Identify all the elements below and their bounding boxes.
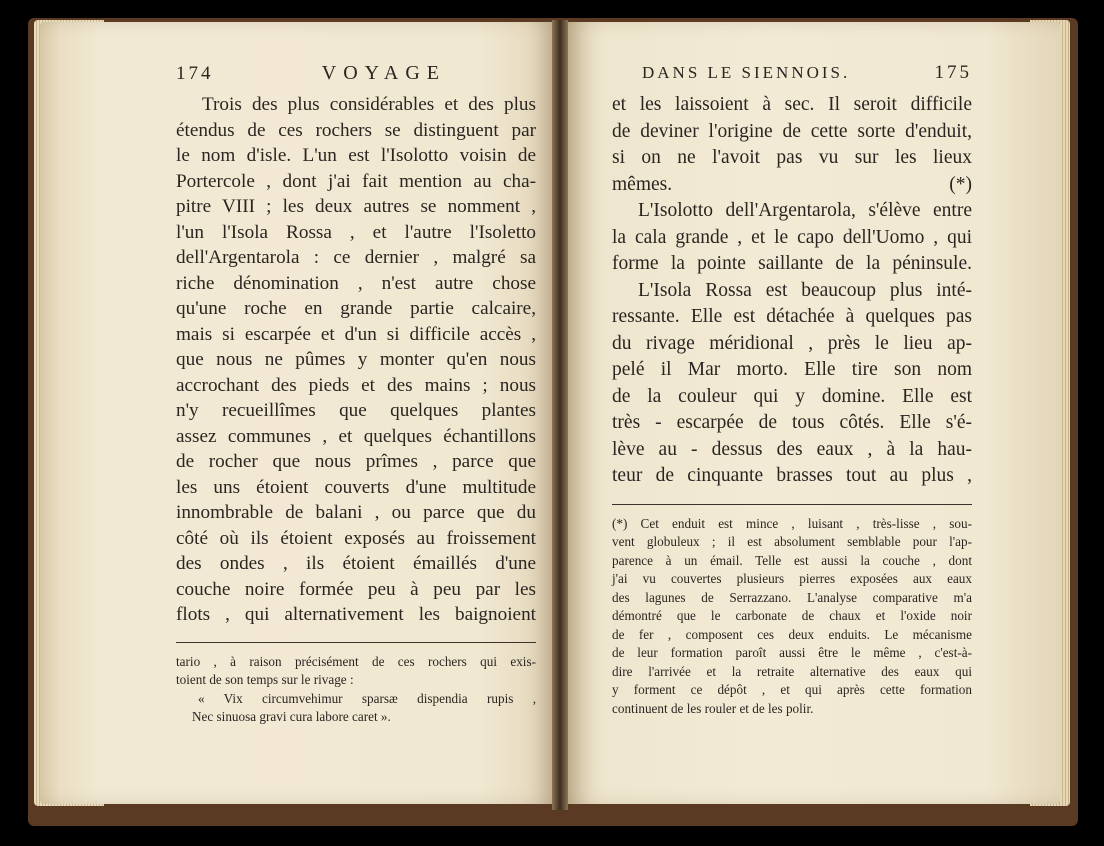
running-head: DANS LE SIENNOIS. [642, 63, 851, 82]
footnote-line: de fer , composent ces deux enduits. Le mécanisme [612, 626, 972, 642]
footnote-line: parence à un émail. Telle est aussi la couche , dont [612, 552, 972, 568]
footnote-line: y forment ce dépôt , et qui après cette formation [612, 682, 972, 697]
text-line: des ondes , ils étoient émaillés d'une [176, 553, 536, 574]
footnote-line: Nec sinuosa gravi cura labore caret ». [192, 709, 391, 724]
footnote-line: tario , à raison précisément de ces rochers qui exis- [176, 653, 536, 669]
text-line: très - escarpée de tous côtés. Elle s'é- [612, 412, 972, 433]
text-line: Portercole , dont j'ai fait mention au cha- [176, 170, 536, 192]
text-line: pelé il Mar morto. Elle tire son nom [612, 359, 972, 380]
book-gutter [552, 20, 568, 810]
text-line: L'Isola Rossa est beaucoup plus inté- [638, 279, 972, 301]
text-line: le nom d'isle. L'un est l'Isolotto voisin de [176, 145, 536, 166]
footnote-line: j'ai vu couvertes plusieurs pierres exposées aux eaux [612, 571, 972, 586]
left-page-header [176, 62, 536, 92]
text-line: étendus de ces rochers se distinguent par [176, 119, 536, 141]
text-line: assez communes , et quelques échantillons [176, 425, 536, 447]
text-line: côté où ils étoient exposés au froissement [176, 527, 536, 549]
page-number: 175 [934, 62, 972, 83]
text-line: si on ne l'avoit pas vu sur les lieux [612, 147, 972, 168]
text-line: la cala grande , et le capo dell'Uomo , qui [612, 226, 972, 248]
text-line: l'un l'Isola Rossa , et l'autre l'Isoletto [176, 221, 536, 243]
text-line: mais si escarpée et d'un si difficile accès , [176, 323, 536, 345]
text-line: Trois des plus considérables et des plus [202, 94, 536, 115]
footnote-line: (*) Cet enduit est mince , luisant , très-lisse , sou- [612, 515, 972, 531]
text-line: lève au - dessus des eaux , à la hau- [612, 438, 972, 460]
text-line: mêmes. (*) [612, 173, 972, 195]
text-line: pitre VIII ; les deux autres se nomment , [176, 196, 536, 217]
text-line: et les laissoient à sec. Il seroit difficile [612, 94, 972, 115]
text-line: L'Isolotto dell'Argentarola, s'élève entre [638, 200, 972, 221]
running-head: VOYAGE [321, 62, 446, 84]
right-page-header [612, 62, 972, 92]
text-line: innombrable de balani , ou parce que du [176, 502, 536, 523]
footnote-line: toient de son temps sur le rivage : [176, 672, 354, 687]
text-line: accrochant des pieds et des mains ; nous [176, 374, 536, 396]
left-body-text [176, 92, 536, 628]
footnote-line: continuent de les rouler et de les polir. [612, 700, 814, 716]
footnote-line: des lagunes de Serrazzano. L'analyse comparative m'a [612, 589, 972, 605]
left-page-text [176, 62, 536, 727]
text-line: n'y recueillîmes que quelques plantes [176, 400, 536, 421]
right-footnote [612, 515, 972, 719]
text-line: forme la pointe saillante de la péninsule. [612, 253, 972, 274]
text-line: teur de cinquante brasses tout au plus , [612, 465, 972, 486]
footnote-line: démontré que le carbonate de chaux et l'oxide noir [612, 608, 972, 623]
text-line: les uns étoient couverts d'une multitude [176, 476, 536, 498]
footnote-line: dire l'arrivée et la retraite alternative des eaux qui [612, 663, 972, 679]
footnote-line: « Vix circumvehimur sparsæ dispendia rupis , [198, 690, 536, 706]
left-footnote [176, 653, 536, 727]
right-page-text [612, 62, 972, 718]
text-line: de deviner l'origine de cette sorte d'enduit, [612, 120, 972, 142]
footnote-divider [176, 642, 536, 643]
text-line: flots , qui alternativement les baignoient [176, 604, 536, 625]
text-line: qu'une roche en grande partie calcaire, [176, 298, 536, 319]
right-body-text [612, 92, 972, 490]
text-line: de la couleur qui y domine. Elle est [612, 385, 972, 407]
text-line: couche noire formée peu à peu par les [176, 578, 536, 600]
text-line: de rocher que nous prîmes , parce que [176, 451, 536, 472]
footnote-line: vent globuleux ; il est absolument semblable pour l'ap- [612, 534, 972, 549]
text-line: dell'Argentarola : ce dernier , malgré sa [176, 247, 536, 268]
text-line: ressante. Elle est détachée à quelques pas [612, 306, 972, 327]
footnote-line: de leur formation paroît aussi être le même , c'est-à- [612, 645, 972, 660]
text-line: riche dénomination , n'est autre chose [176, 272, 536, 294]
text-line: que nous ne pûmes y monter qu'en nous [176, 349, 536, 370]
text-line: du rivage méridional , près le lieu ap- [612, 332, 972, 354]
footnote-divider [612, 504, 972, 505]
page-number: 174 [176, 63, 214, 84]
